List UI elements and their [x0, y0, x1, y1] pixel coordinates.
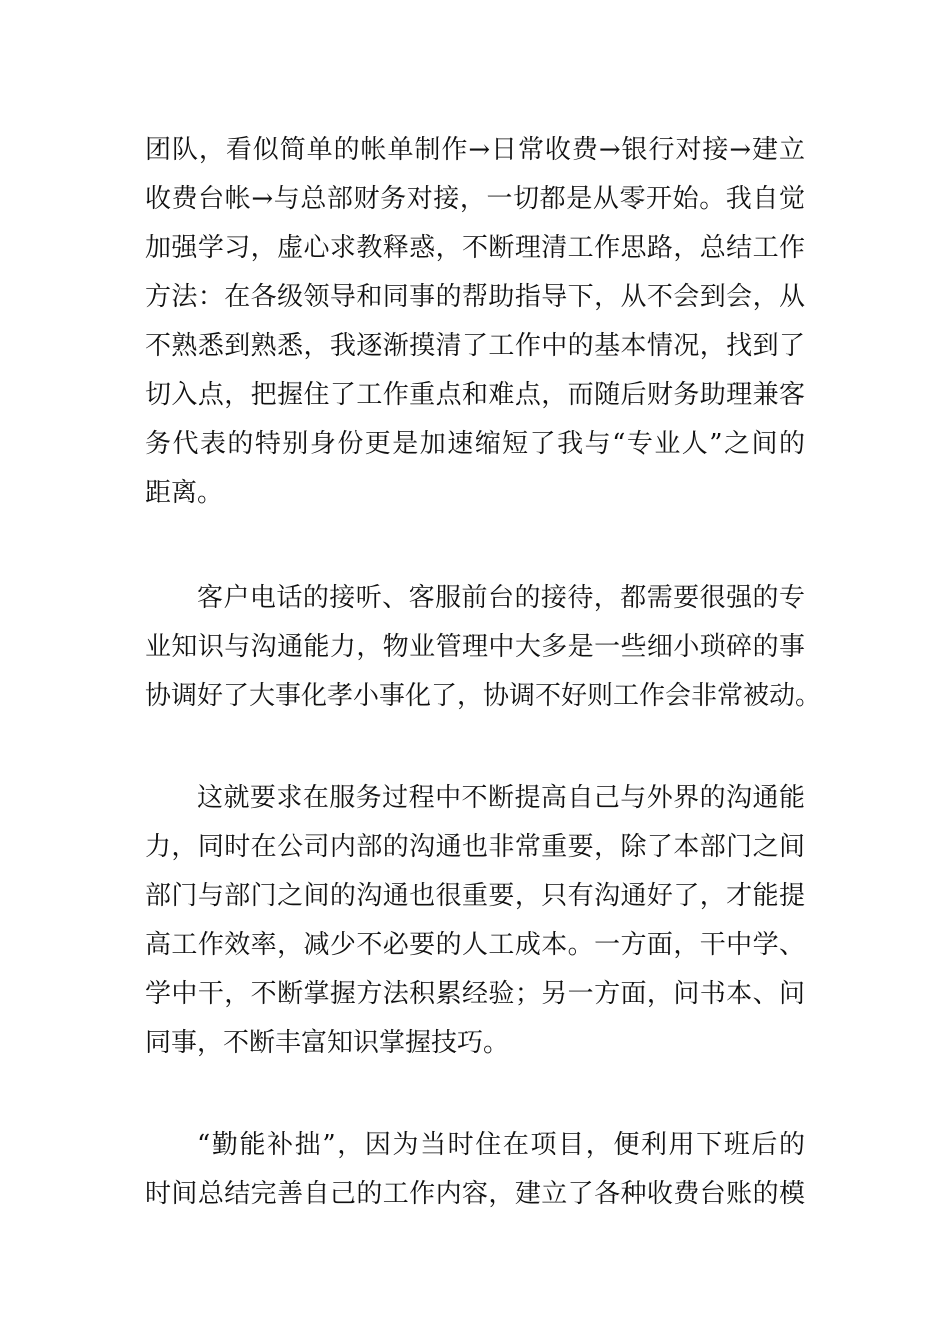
paragraph-1-line-3: 加强学习，虚心求教释惑，不断理清工作思路，总结工作 [145, 233, 805, 263]
paragraph-3-line-6: 同事，不断丰富知识掌握技巧。 [145, 1028, 510, 1058]
paragraph-3-line-4: 高工作效率，减少不必要的人工成本。一方面，干中学、 [145, 930, 805, 960]
paragraph-1-line-5: 不熟悉到熟悉，我逐渐摸清了工作中的基本情况，找到了 [145, 331, 805, 361]
paragraph-1-line-7: 务代表的特别身份更是加速缩短了我与“专业人”之间的 [145, 429, 805, 459]
paragraph-3-line-5: 学中干，不断掌握方法积累经验；另一方面，问书本、问 [145, 979, 805, 1009]
paragraph-2-line-1: 客户电话的接听、客服前台的接待，都需要很强的专 [197, 583, 805, 613]
paragraph-4-line-2: 时间总结完善自己的工作内容，建立了各种收费台账的模 [145, 1179, 805, 1209]
paragraph-1-line-1: 团队，看似简单的帐单制作→日常收费→银行对接→建立 [145, 135, 805, 165]
paragraph-2-line-2: 业知识与沟通能力，物业管理中大多是一些细小琐碎的事 [145, 632, 805, 662]
paragraph-3-line-1: 这就要求在服务过程中不断提高自己与外界的沟通能 [197, 783, 805, 813]
paragraph-3-line-3: 部门与部门之间的沟通也很重要，只有沟通好了，才能提 [145, 881, 805, 911]
paragraph-1-line-2: 收费台帐→与总部财务对接，一切都是从零开始。我自觉 [145, 184, 805, 214]
paragraph-4-line-1: “勤能补拙”，因为当时住在项目，便利用下班后的 [197, 1130, 805, 1160]
paragraph-1-line-4: 方法：在各级领导和同事的帮助指导下，从不会到会，从 [145, 282, 805, 312]
paragraph-1-line-8: 距离。 [145, 478, 224, 508]
paragraph-1-line-6: 切入点，把握住了工作重点和难点，而随后财务助理兼客 [145, 380, 805, 410]
paragraph-3-line-2: 力，同时在公司内部的沟通也非常重要，除了本部门之间 [145, 832, 805, 862]
paragraph-2-line-3: 协调好了大事化孝小事化了，协调不好则工作会非常被动。 [145, 681, 822, 711]
